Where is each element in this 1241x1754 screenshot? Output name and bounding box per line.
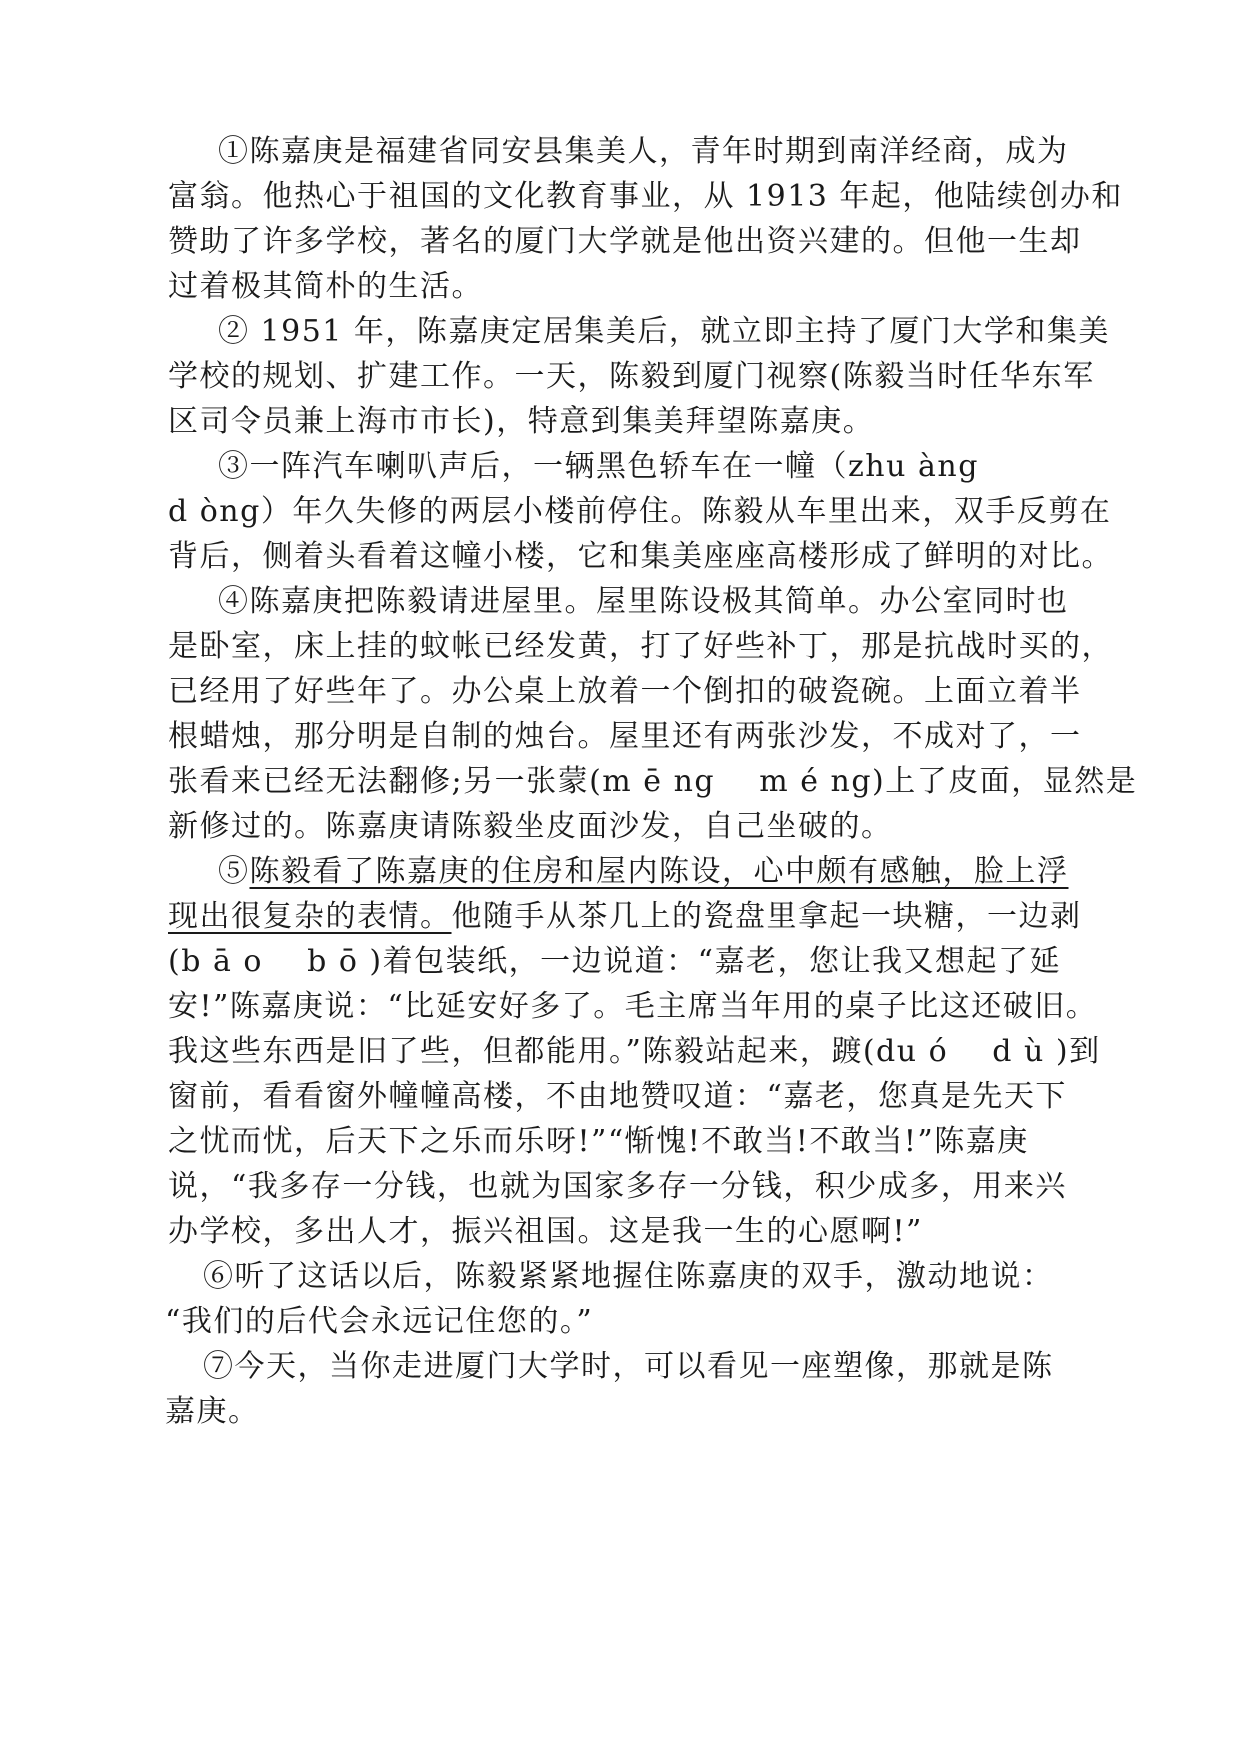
- text-line: 已经用了好些年了。办公桌上放着一个倒扣的破瓷碗。上面立着半: [168, 674, 1082, 709]
- text-line: ④陈嘉庚把陈毅请进屋里。屋里陈设极其简单。办公室同时也: [218, 584, 1069, 619]
- text-line: 我这些东西是旧了些，但都能用。”陈毅站起来，踱(du ó d ù )到: [168, 1034, 1101, 1069]
- text-line: ③一阵汽车喇叭声后，一辆黑色轿车在一幢（zhu àng: [218, 449, 979, 484]
- paragraph-number: ⑤: [218, 854, 250, 889]
- text-line: 张看来已经无法翻修;另一张蒙(m ē ng m é ng)上了皮面，显然是: [168, 764, 1138, 799]
- text-line: [218, 852, 1069, 892]
- underlined-sentence: 现出很复杂的表情。: [168, 899, 452, 934]
- text-line: 过着极其简朴的生活。: [168, 269, 483, 304]
- text-line: 背后，侧着头看着这幢小楼，它和集美座座高楼形成了鲜明的对比。: [168, 539, 1113, 574]
- text-line: 是卧室，床上挂的蚊帐已经发黄，打了好些补丁，那是抗战时买的，: [168, 629, 1113, 664]
- text-line: d òng）年久失修的两层小楼前停住。陈毅从车里出来，双手反剪在: [168, 494, 1112, 529]
- text-line: 新修过的。陈嘉庚请陈毅坐皮面沙发，自己坐破的。: [168, 809, 893, 844]
- text-line: ⑥听了这话以后，陈毅紧紧地握住陈嘉庚的双手，激动地说：: [203, 1259, 1054, 1294]
- text-line: 窗前，看看窗外幢幢高楼，不由地赞叹道：“嘉老，您真是先天下: [168, 1079, 1067, 1114]
- text-line: 赞助了许多学校，著名的厦门大学就是他出资兴建的。但他一生却: [168, 224, 1082, 259]
- text-line: 学校的规划、扩建工作。一天，陈毅到厦门视察(陈毅当时任华东军: [168, 359, 1095, 394]
- text-line: 根蜡烛，那分明是自制的烛台。屋里还有两张沙发，不成对了，一: [168, 719, 1082, 754]
- text-line: 富翁。他热心于祖国的文化教育事业，从 1913 年起，他陆续创办和: [168, 179, 1123, 214]
- text-line: [168, 897, 1082, 937]
- text-line: ⑦今天，当你走进厦门大学时，可以看见一座塑像，那就是陈: [203, 1349, 1054, 1384]
- text-line: 区司令员兼上海市市长)，特意到集美拜望陈嘉庚。: [168, 404, 875, 439]
- text-line: 之忧而忧，后天下之乐而乐呀!”“惭愧!不敢当!不敢当!”陈嘉庚: [168, 1124, 1029, 1159]
- text-line: (b ā o b ō )着包装纸，一边说道：“嘉老，您让我又想起了延: [168, 944, 1061, 979]
- text-line: ①陈嘉庚是福建省同安县集美人，青年时期到南洋经商，成为: [218, 134, 1069, 169]
- text-line: “我们的后代会永远记住您的。”: [165, 1304, 594, 1339]
- text-line: 安!”陈嘉庚说：“比延安好多了。毛主席当年用的桌子比这还破旧。: [168, 989, 1098, 1024]
- underlined-sentence: 陈毅看了陈嘉庚的住房和屋内陈设，心中颇有感触，脸上浮: [249, 854, 1069, 889]
- text-line: 办学校，多出人才，振兴祖国。这是我一生的心愿啊!”: [168, 1214, 923, 1249]
- text-line: 说，“我多存一分钱，也就为国家多存一分钱，积少成多，用来兴: [168, 1169, 1067, 1204]
- text-line: ② 1951 年，陈嘉庚定居集美后，就立即主持了厦门大学和集美: [218, 314, 1110, 349]
- text-line: 嘉庚。: [165, 1394, 260, 1429]
- text-run: 他随手从茶几上的瓷盘里拿起一块糖，一边剥: [451, 899, 1082, 934]
